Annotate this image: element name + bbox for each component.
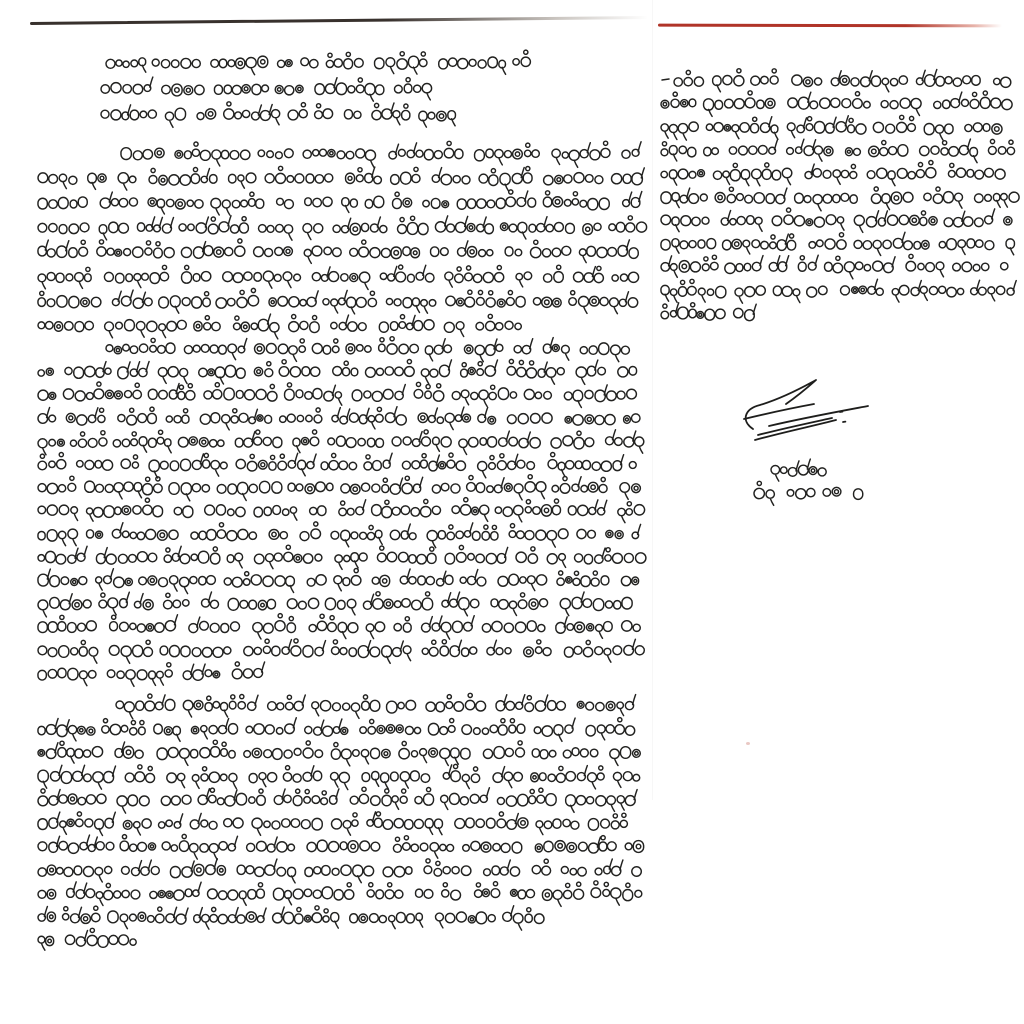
- signature-underline-2: [755, 420, 836, 440]
- signature-flourish: [737, 373, 887, 463]
- signature-tail-stroke: [769, 406, 868, 426]
- handwritten-line: [753, 478, 861, 508]
- handwritten-line: [37, 926, 147, 956]
- signature-main-stroke: [746, 380, 816, 429]
- handwritten-line: [37, 659, 269, 689]
- handwritten-line: [660, 299, 760, 329]
- scan-speck: [746, 742, 750, 745]
- handwritten-line: [100, 100, 472, 130]
